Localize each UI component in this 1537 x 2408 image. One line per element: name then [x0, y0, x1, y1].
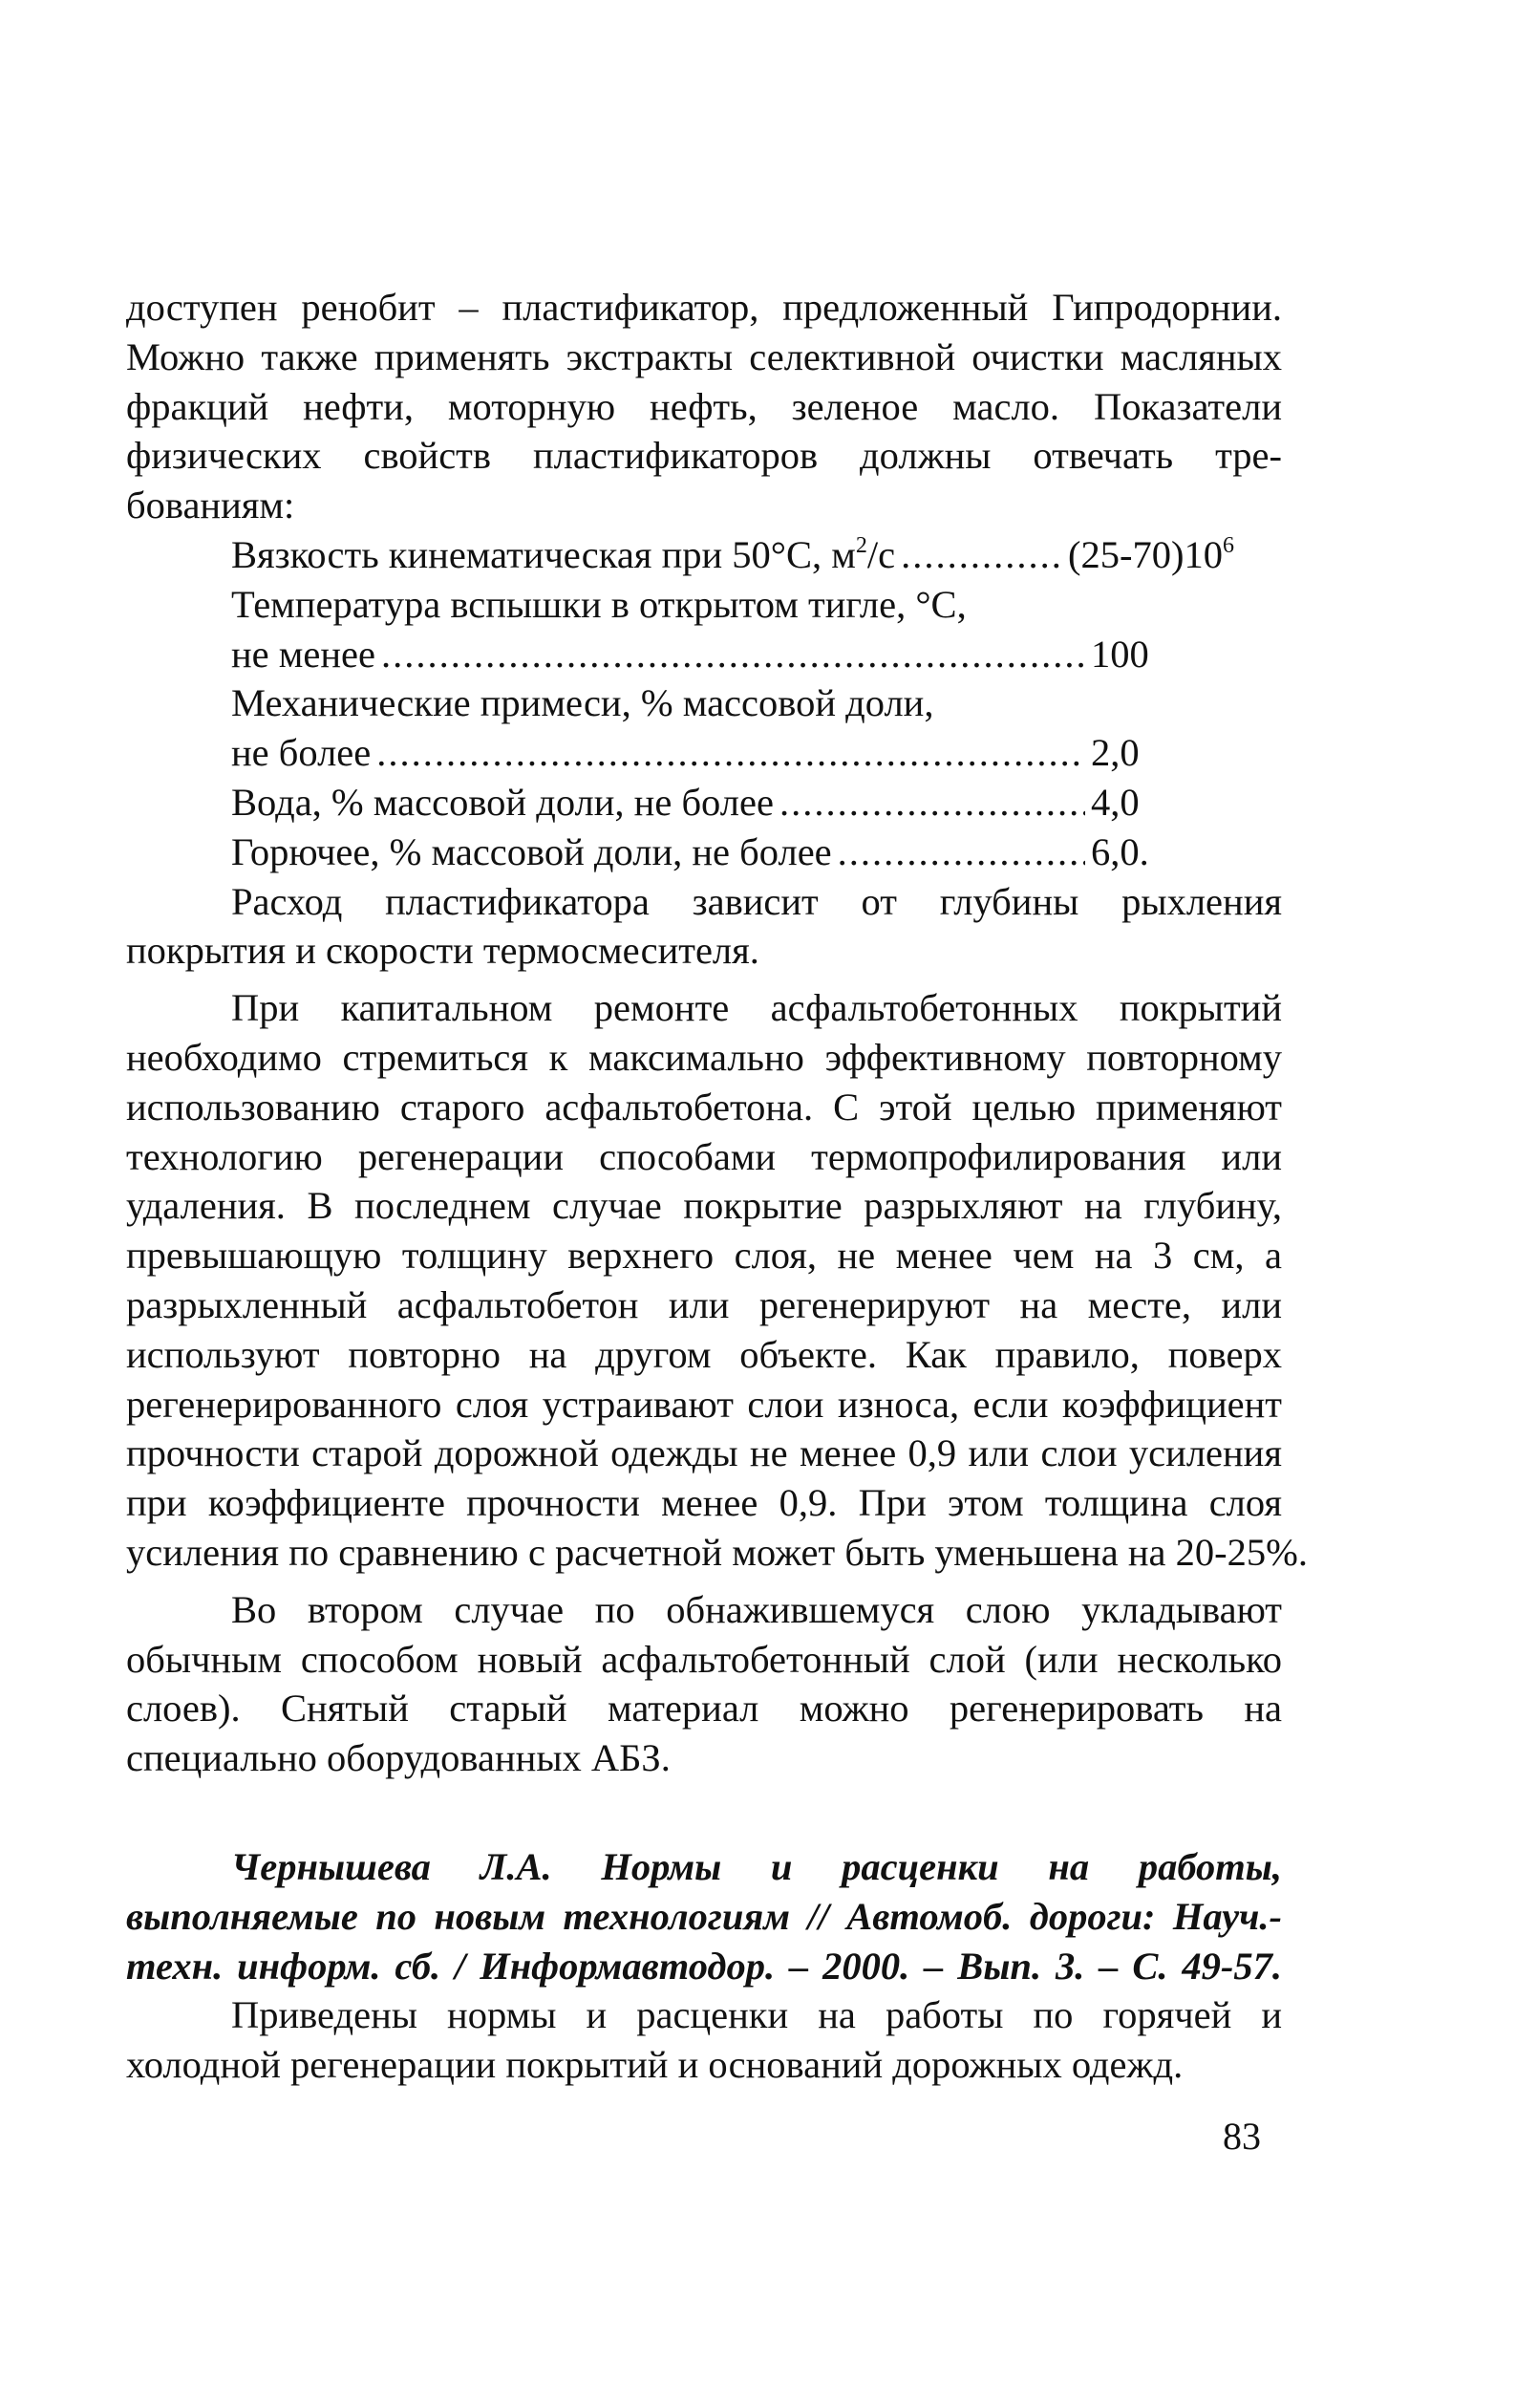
spec-value: 4,0 — [1091, 780, 1140, 824]
leader-dots — [376, 728, 1085, 778]
text-line: бованиям: — [126, 484, 295, 527]
spec-value: 100 — [1091, 632, 1149, 676]
spec-label: не более — [231, 731, 372, 775]
leader-dots — [779, 778, 1085, 828]
spec-fuel — [126, 828, 1234, 877]
leader-dots — [838, 828, 1085, 877]
text-line: Во втором случае по обнажившемуся слою укладывают — [231, 1587, 1282, 1631]
text-line: холодной регенерации покрытий и оснований дорожных одежд. — [126, 2043, 1184, 2087]
text-line: При капитальном ремонте асфальтобетонных покрытий — [231, 986, 1282, 1030]
text-line: прочности старой дорожной одежды не менее 0,9 или слои усиления — [126, 1431, 1282, 1475]
spec-flash-label: Температура вспышки в открытом тигле, °С, — [231, 582, 967, 626]
text-line: выполняемые по новым технологиям // Автомоб. дороги: Науч.- — [126, 1894, 1282, 1938]
text-line: фракций нефти, моторную нефть, зеленое масло. Показатели — [126, 384, 1282, 428]
paragraph-capital-repair — [126, 983, 1308, 1578]
text-line: техн. информ. сб. / Информавтодор. – 2000. – Вып. 3. – С. 49-57. — [126, 1944, 1282, 1988]
spec-impurities-label: Механические примеси, % массовой доли, — [231, 681, 934, 725]
spec-label: Вязкость кинематическая при 50°С, $м^2/с$ — [231, 532, 896, 576]
text-line: необходимо стремиться к максимально эффективному повторному — [126, 1035, 1282, 1079]
plasticizer-requirements-list — [126, 530, 1282, 877]
leader-dots — [381, 630, 1085, 679]
paragraph-gap — [126, 976, 1282, 983]
text-line: обычным способом новый асфальтобетонный слой (или несколько — [126, 1637, 1282, 1681]
text-line: физических свойств пластификаторов должны отвечать тре- — [126, 434, 1282, 478]
text-line: покрытия и скорости термосмесителя. — [126, 929, 759, 973]
spec-label: Вода, % массовой доли, не более — [231, 780, 774, 824]
spec-value: 6,0. — [1091, 829, 1149, 873]
text-line: Чернышева Л.А. Нормы и расценки на работы, — [231, 1844, 1282, 1888]
text-line: превышающую толщину верхнего слоя, не менее чем на 3 см, а — [126, 1234, 1282, 1278]
text-line: слоев). Снятый старый материал можно регенерировать на — [126, 1687, 1282, 1731]
spec-label: Горючее, % массовой доли, не более — [231, 829, 832, 873]
text-line: использованию старого асфальтобетона. С этой целью применяют — [126, 1085, 1282, 1129]
spec-water — [126, 778, 1234, 828]
text-line: Приведены нормы и расценки на работы по горячей и — [231, 1993, 1282, 2037]
text-line: специально оборудованных АБЗ. — [126, 1736, 671, 1780]
text-line: регенерированного слоя устраивают слои износа, если коэффициент — [126, 1382, 1282, 1426]
text-line: Расход пластификатора зависит от глубины рыхления — [231, 879, 1282, 923]
section-gap — [126, 1783, 1282, 1842]
spec-flash — [126, 630, 1234, 679]
text-line: используют повторно на другом объекте. Как правило, поверх — [126, 1332, 1282, 1376]
spec-value: $(25-70)10^6$ — [1068, 532, 1234, 576]
text-line: усиления по сравнению с расчетной может быть уменьшена на 20-25%. — [126, 1530, 1308, 1574]
paragraph-annotation — [126, 1990, 1282, 2090]
paragraph-intro — [126, 283, 1282, 530]
text-line: разрыхленный асфальтобетон или регенерируют на месте, или — [126, 1282, 1282, 1326]
spec-label: не менее — [231, 632, 376, 676]
paragraph-second-case — [126, 1585, 1282, 1783]
bibliographic-reference — [126, 1842, 1282, 1990]
text-line: удаления. В последнем случае покрытие разрыхляют на глубину, — [126, 1184, 1282, 1228]
leader-dots — [901, 530, 1062, 580]
paragraph-gap — [126, 1578, 1282, 1585]
spec-value: 2,0 — [1091, 731, 1140, 775]
text-line: Можно также применять экстракты селективной очистки масляных — [126, 334, 1282, 378]
spec-viscosity — [126, 530, 1234, 580]
page-body — [126, 283, 1308, 2090]
text-line: технологию регенерации способами термопрофилирования или — [126, 1134, 1282, 1178]
spec-impurities — [126, 728, 1234, 778]
paragraph-consumption — [126, 877, 1282, 977]
text-line: при коэффициенте прочности менее 0,9. При этом толщина слоя — [126, 1481, 1282, 1525]
text-line: доступен ренобит – пластификатор, предложенный Гипродорнии. — [126, 286, 1282, 329]
page-number: 83 — [1223, 2115, 1261, 2158]
